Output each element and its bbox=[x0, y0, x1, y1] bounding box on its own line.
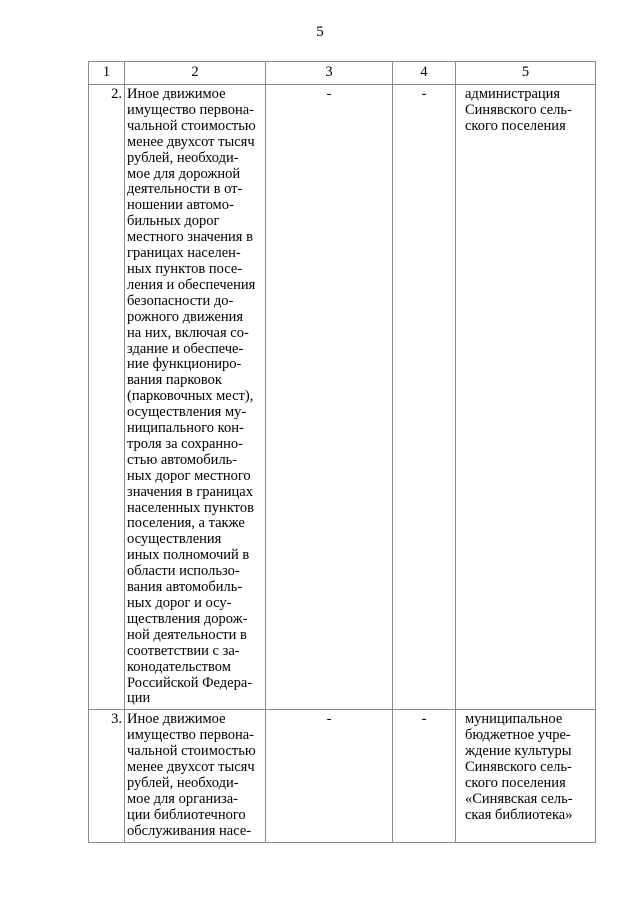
text-line: поселения, а также bbox=[127, 515, 245, 532]
text-line: мое для организа- bbox=[127, 790, 238, 807]
text-line: обслуживания насе- bbox=[127, 822, 252, 839]
text-line: конодательством bbox=[127, 658, 231, 675]
text-line: чальной стоимостью bbox=[127, 117, 256, 134]
text-line: троля за сохранно- bbox=[127, 435, 243, 452]
text-line: ниципального кон- bbox=[127, 420, 244, 437]
text-line: менее двухсот тысяч bbox=[127, 133, 255, 150]
text-line: ных дорог местного bbox=[127, 467, 251, 484]
column-header-1: 1 bbox=[89, 62, 125, 85]
holder-cell bbox=[456, 85, 596, 710]
text-line: границах населен- bbox=[127, 245, 241, 262]
text-line: администрация bbox=[465, 86, 561, 102]
text-line: вания автомобиль- bbox=[127, 579, 243, 596]
text-line: ных дорог и осу- bbox=[127, 595, 232, 611]
text-line: ления и обеспечения bbox=[127, 276, 256, 293]
table-row bbox=[89, 85, 596, 710]
text-line: ского поселения bbox=[465, 117, 566, 134]
text-line: местного значения в bbox=[127, 229, 253, 246]
text-line: чальной стоимостью bbox=[127, 743, 256, 760]
text-line: области использо- bbox=[127, 563, 240, 580]
property-name-cell bbox=[125, 710, 266, 842]
text-line: рублей, необходи- bbox=[127, 774, 239, 791]
text-line: рожного движения bbox=[127, 308, 244, 325]
text-line: «Синявская сель- bbox=[465, 790, 573, 807]
text-line: (парковочных мест), bbox=[127, 388, 254, 405]
text-line: Синявского сель- bbox=[465, 759, 572, 776]
text-line: деятельности в от- bbox=[127, 181, 243, 198]
text-line: ществления дорож- bbox=[127, 610, 248, 627]
text-line: Иное движимое bbox=[127, 711, 226, 728]
text-line: ной деятельности в bbox=[127, 626, 247, 643]
text-line: бюджетное учре- bbox=[465, 727, 571, 744]
text-line: стью автомобиль- bbox=[127, 451, 238, 468]
text-line: муниципальное bbox=[465, 711, 563, 728]
column-header-3: 3 bbox=[266, 62, 393, 85]
text-line: ции библиотечного bbox=[127, 806, 246, 823]
text-line: ции bbox=[127, 690, 151, 707]
text-line: ных пунктов посе- bbox=[127, 260, 243, 277]
row-number-cell: 3. bbox=[89, 710, 125, 842]
text-line: на них, включая со- bbox=[127, 324, 249, 341]
column-3-cell: - bbox=[266, 85, 393, 710]
column-4-cell: - bbox=[393, 85, 456, 710]
table-row bbox=[89, 710, 596, 842]
text-line: осуществления му- bbox=[127, 404, 247, 421]
text-line: вания парковок bbox=[127, 372, 222, 389]
text-line: иных полномочий в bbox=[127, 547, 250, 564]
text-line: рублей, необходи- bbox=[127, 149, 239, 166]
text-line: осуществления bbox=[127, 531, 222, 548]
text-line: менее двухсот тысяч bbox=[127, 759, 255, 776]
text-line: Иное движимое bbox=[127, 86, 226, 102]
column-3-cell: - bbox=[266, 710, 393, 842]
row-number-cell: 2. bbox=[89, 85, 125, 710]
text-line: ношении автомо- bbox=[127, 197, 234, 214]
text-line: ская библиотека» bbox=[465, 806, 573, 823]
text-line: населенных пунктов bbox=[127, 499, 254, 516]
holder-cell bbox=[456, 710, 596, 842]
column-4-cell: - bbox=[393, 710, 456, 842]
text-line: безопасности до- bbox=[127, 292, 234, 309]
text-line: Синявского сель- bbox=[465, 101, 572, 118]
text-line: бильных дорог bbox=[127, 213, 220, 230]
text-line: ние функциониро- bbox=[127, 356, 242, 373]
text-line: Российской Федера- bbox=[127, 674, 253, 691]
text-line: соответствии с за- bbox=[127, 642, 240, 659]
table-header-row bbox=[89, 62, 596, 85]
column-header-2: 2 bbox=[125, 62, 266, 85]
text-line: имущество первона- bbox=[127, 101, 255, 118]
text-line: ждение культуры bbox=[465, 743, 572, 760]
text-line: здание и обеспече- bbox=[127, 340, 244, 357]
property-table bbox=[88, 61, 596, 843]
page-number: 5 bbox=[316, 24, 324, 40]
property-name-cell bbox=[125, 85, 266, 710]
text-line: имущество первона- bbox=[127, 727, 255, 744]
text-line: мое для дорожной bbox=[127, 165, 241, 182]
column-header-5: 5 bbox=[456, 62, 596, 85]
text-line: значения в границах bbox=[127, 483, 253, 500]
column-header-4: 4 bbox=[393, 62, 456, 85]
text-line: ского поселения bbox=[465, 774, 566, 791]
